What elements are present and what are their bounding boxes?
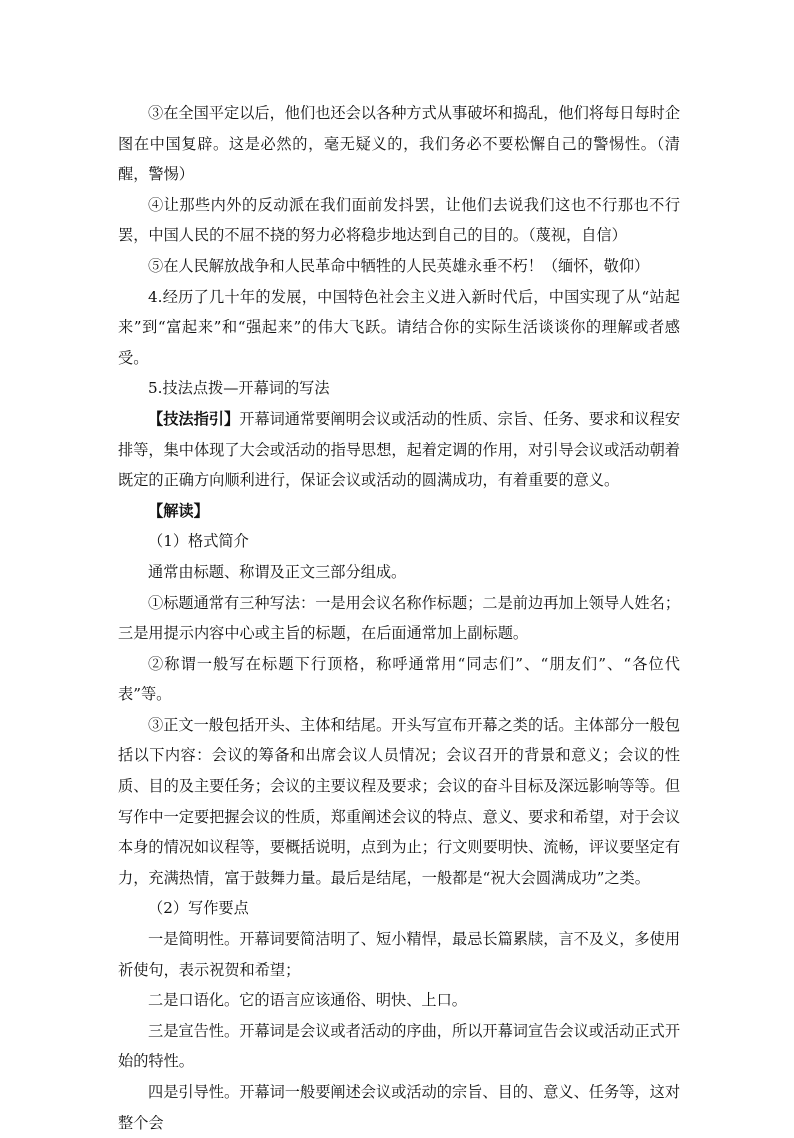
- interpretation-label: 【解读】: [148, 501, 209, 520]
- format-subheading: （1）格式简介: [148, 532, 249, 551]
- paragraph-3: ⑤在人民解放战争和人民革命中牺牲的人民英雄永垂不朽！（缅怀，敬仰）: [148, 256, 650, 275]
- paragraph-2: ④让那些内外的反动派在我们面前发抖罢，让他们去说我们这也不行那也不行罢，中国人民的不屈不挠的努力必将稳步地达到自己的目的。（蔑视，自信）: [118, 195, 680, 245]
- salutation-rule: ②称谓一般写在标题下行顶格，称呼通常用“同志们”、“朋友们”、“各位代表”等。: [118, 654, 680, 704]
- writing-points-subheading: （2）写作要点: [148, 899, 249, 918]
- technique-guide-text: 开幕词通常要阐明会议或活动的性质、宗旨、任务、要求和议程安排等，集中体现了大会或活动的指导思想，起着定调的作用，对引导会议或活动朝着既定的正确方向顺利进行，保证会议或活动的圆满成功，有着重要的意义。: [118, 409, 681, 490]
- point-guiding: 四是引导性。开幕词一般要阐述会议或活动的宗旨、目的、意义、任务等，这对整个会: [118, 1083, 680, 1132]
- point-declarative: 三是宣告性。开幕词是会议或者活动的序曲，所以开幕词宣告会议或活动正式开始的特性。: [118, 1021, 680, 1071]
- question-4: 4.经历了几十年的发展，中国特色社会主义进入新时代后，中国实现了从“站起来”到“富起来”和“强起来”的伟大飞跃。请结合你的实际生活谈谈你的理解或者感受。: [118, 287, 680, 367]
- point-concise: 一是简明性。开幕词要简洁明了、短小精悍，最忌长篇累牍，言不及义，多使用祈使句，表示祝贺和希望；: [118, 930, 680, 979]
- section-5-heading: 5.技法点拨—开幕词的写法: [148, 379, 330, 398]
- point-colloquial: 二是口语化。它的语言应该通俗、明快、上口。: [148, 991, 467, 1010]
- body-rule: ③正文一般包括开头、主体和结尾。开头写宣布开幕之类的话。主体部分一般包括以下内容：会议的筹备和出席会议人员情况；会议召开的背景和意义；会议的性质、目的及主要任务；会议的主要议程及要求；会议的奋斗目标及深远影响等等。但写作中一定要把握会议的性质，郑重阐述会议的特点、意义、要求和希望，对于会议本身的情况如议程等，要概括说明，点到为止；行文则要明快、流畅，评议要坚定有力，充满热情，富于鼓舞力量。最后是结尾，一般都是“祝大会圆满成功”之类。: [118, 715, 680, 887]
- paragraph-1: ③在全国平定以后，他们也还会以各种方式从事破坏和捣乱，他们将每日每时企图在中国复辟。这是必然的，毫无疑义的，我们务必不要松懈自己的警惕性。（清醒，警惕）: [118, 104, 680, 184]
- title-rule: ①标题通常有三种写法：一是用会议名称作标题；二是前边再加上领导人姓名；三是用提示内容中心或主旨的标题，在后面通常加上副标题。: [118, 593, 680, 643]
- technique-guide-label: 【技法指引】: [148, 409, 240, 428]
- document-page: [118, 98, 680, 1138]
- format-intro: 通常由标题、称谓及正文三部分组成。: [148, 562, 407, 581]
- interpretation-heading: [118, 496, 680, 527]
- technique-guide-paragraph: [118, 404, 680, 496]
